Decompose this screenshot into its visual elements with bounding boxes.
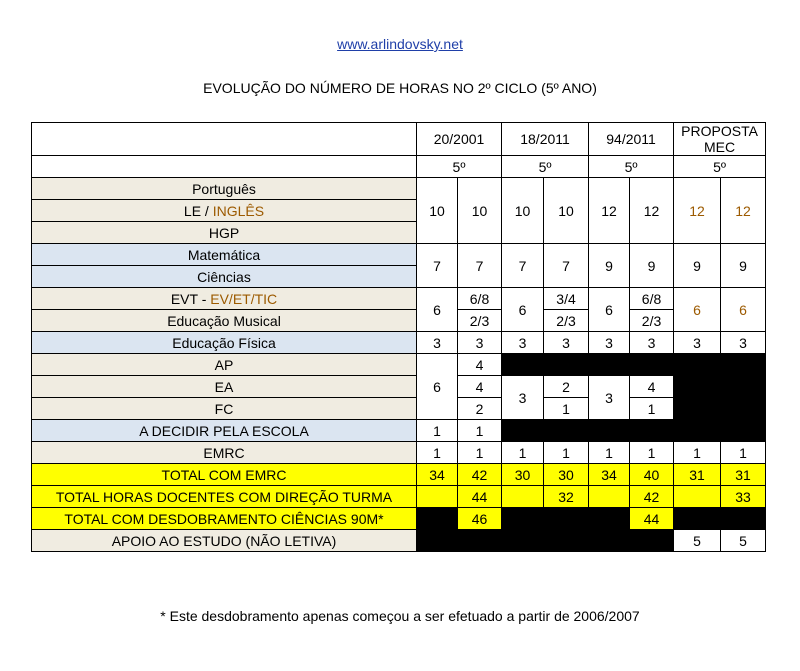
page-title: EVOLUÇÃO DO NÚMERO DE HORAS NO 2º CICLO (5º ANO) [203,80,597,96]
empty-cell [674,486,721,508]
blocked-cell [417,508,458,530]
value-cell: 3 [589,376,630,420]
value-cell: 7 [544,244,589,288]
label-evt-text: EVT - [170,290,211,307]
value-cell: 5 [721,530,766,552]
value-cell: 44 [630,508,674,530]
label-le [32,200,417,222]
value-cell: 3 [502,332,544,354]
row-total-docentes [32,486,766,508]
row-fisica [32,332,766,354]
value-cell: 30 [502,464,544,486]
label-decidir: A DECIDIR PELA ESCOLA [32,420,417,442]
year-blank [32,156,417,178]
value-cell: 1 [458,420,502,442]
col-header-2011b: 94/2011 [589,123,674,156]
label-ea: EA [32,376,417,398]
value-cell: 3 [458,332,502,354]
blocked-cell [502,354,766,376]
row-fc [32,398,766,420]
row-total-emrc [32,464,766,486]
empty-cell [502,486,544,508]
row-musica [32,310,766,332]
row-total-desdobramento [32,508,766,530]
value-cell: 3 [674,332,721,354]
value-cell: 12 [721,178,766,244]
value-cell: 1 [674,442,721,464]
value-cell: 2/3 [544,310,589,332]
value-cell: 7 [458,244,502,288]
year-cell: 5º [502,156,589,178]
value-cell: 31 [721,464,766,486]
blocked-cell [502,508,630,530]
col-header-2011a: 18/2011 [502,123,589,156]
label-fisica: Educação Física [32,332,417,354]
value-cell: 1 [417,442,458,464]
value-cell: 32 [544,486,589,508]
value-cell: 10 [458,178,502,244]
value-cell: 12 [589,178,630,244]
label-total-desdobramento: TOTAL COM DESDOBRAMENTO CIÊNCIAS 90M* [32,508,417,530]
value-cell: 4 [630,376,674,398]
value-cell: 1 [502,442,544,464]
row-ea [32,376,766,398]
value-cell: 10 [417,178,458,244]
value-cell: 3 [589,332,630,354]
site-link[interactable]: www.arlindovsky.net [337,36,463,52]
year-cell: 5º [589,156,674,178]
value-cell: 1 [544,442,589,464]
value-cell: 1 [417,420,458,442]
value-cell: 6 [721,288,766,332]
value-cell: 5 [674,530,721,552]
label-apoio: APOIO AO ESTUDO (NÃO LETIVA) [32,530,417,552]
label-ingles: INGLÊS [212,202,265,219]
value-cell: 4 [458,354,502,376]
blocked-cell [502,420,766,442]
value-cell: 6/8 [630,288,674,310]
row-emrc [32,442,766,464]
value-cell: 42 [458,464,502,486]
label-total-emrc: TOTAL COM EMRC [32,464,417,486]
value-cell: 7 [417,244,458,288]
value-cell: 6 [417,354,458,420]
label-ap: AP [32,354,417,376]
col-header-proposta [674,123,766,156]
value-cell: 3 [544,332,589,354]
value-cell: 2/3 [458,310,502,332]
empty-cell [589,486,630,508]
blocked-cell [674,376,766,420]
value-cell: 6 [502,288,544,332]
label-ciencias: Ciências [32,266,417,288]
value-cell: 10 [544,178,589,244]
label-hgp: HGP [32,222,417,244]
row-apoio [32,530,766,552]
year-row [32,156,766,178]
row-portugues [32,178,766,200]
value-cell: 2 [458,398,502,420]
value-cell: 1 [544,398,589,420]
value-cell: 30 [544,464,589,486]
value-cell: 6 [417,288,458,332]
value-cell: 6 [589,288,630,332]
value-cell: 34 [589,464,630,486]
value-cell: 6/8 [458,288,502,310]
value-cell: 1 [589,442,630,464]
year-cell: 5º [417,156,502,178]
value-cell: 1 [630,442,674,464]
value-cell: 34 [417,464,458,486]
value-cell: 4 [458,376,502,398]
label-portugues: Português [32,178,417,200]
blocked-cell [417,530,674,552]
value-cell: 3 [630,332,674,354]
label-evt-new: EV/ET/TIC [210,290,278,307]
footnote: * Este desdobramento apenas começou a ser efetuado a partir de 2006/2007 [160,608,640,624]
blocked-cell [674,508,766,530]
row-matematica [32,244,766,266]
value-cell: 3 [502,376,544,420]
value-cell: 10 [502,178,544,244]
label-musica: Educação Musical [32,310,417,332]
row-evt [32,288,766,310]
year-cell: 5º [674,156,766,178]
value-cell: 3/4 [544,288,589,310]
value-cell: 46 [458,508,502,530]
proposta-line1: PROPOSTA [681,123,758,139]
label-le-text: LE / [183,202,213,219]
value-cell: 9 [630,244,674,288]
header-row [32,123,766,156]
value-cell: 9 [589,244,630,288]
value-cell: 40 [630,464,674,486]
label-total-docentes: TOTAL HORAS DOCENTES COM DIREÇÃO TURMA [32,486,417,508]
proposta-line2: MEC [703,139,736,155]
value-cell: 1 [630,398,674,420]
value-cell: 31 [674,464,721,486]
value-cell: 7 [502,244,544,288]
value-cell: 9 [721,244,766,288]
label-emrc: EMRC [32,442,417,464]
value-cell: 12 [630,178,674,244]
value-cell: 2/3 [630,310,674,332]
label-fc: FC [32,398,417,420]
value-cell: 6 [674,288,721,332]
value-cell: 42 [630,486,674,508]
value-cell: 3 [721,332,766,354]
value-cell: 33 [721,486,766,508]
col-header-2001: 20/2001 [417,123,502,156]
value-cell: 9 [674,244,721,288]
hours-table [31,122,766,552]
label-matematica: Matemática [32,244,417,266]
row-decidir [32,420,766,442]
empty-cell [417,486,458,508]
row-ap [32,354,766,376]
header-blank [32,123,417,156]
label-evt [32,288,417,310]
value-cell: 12 [674,178,721,244]
value-cell: 44 [458,486,502,508]
value-cell: 1 [721,442,766,464]
value-cell: 1 [458,442,502,464]
value-cell: 2 [544,376,589,398]
value-cell: 3 [417,332,458,354]
